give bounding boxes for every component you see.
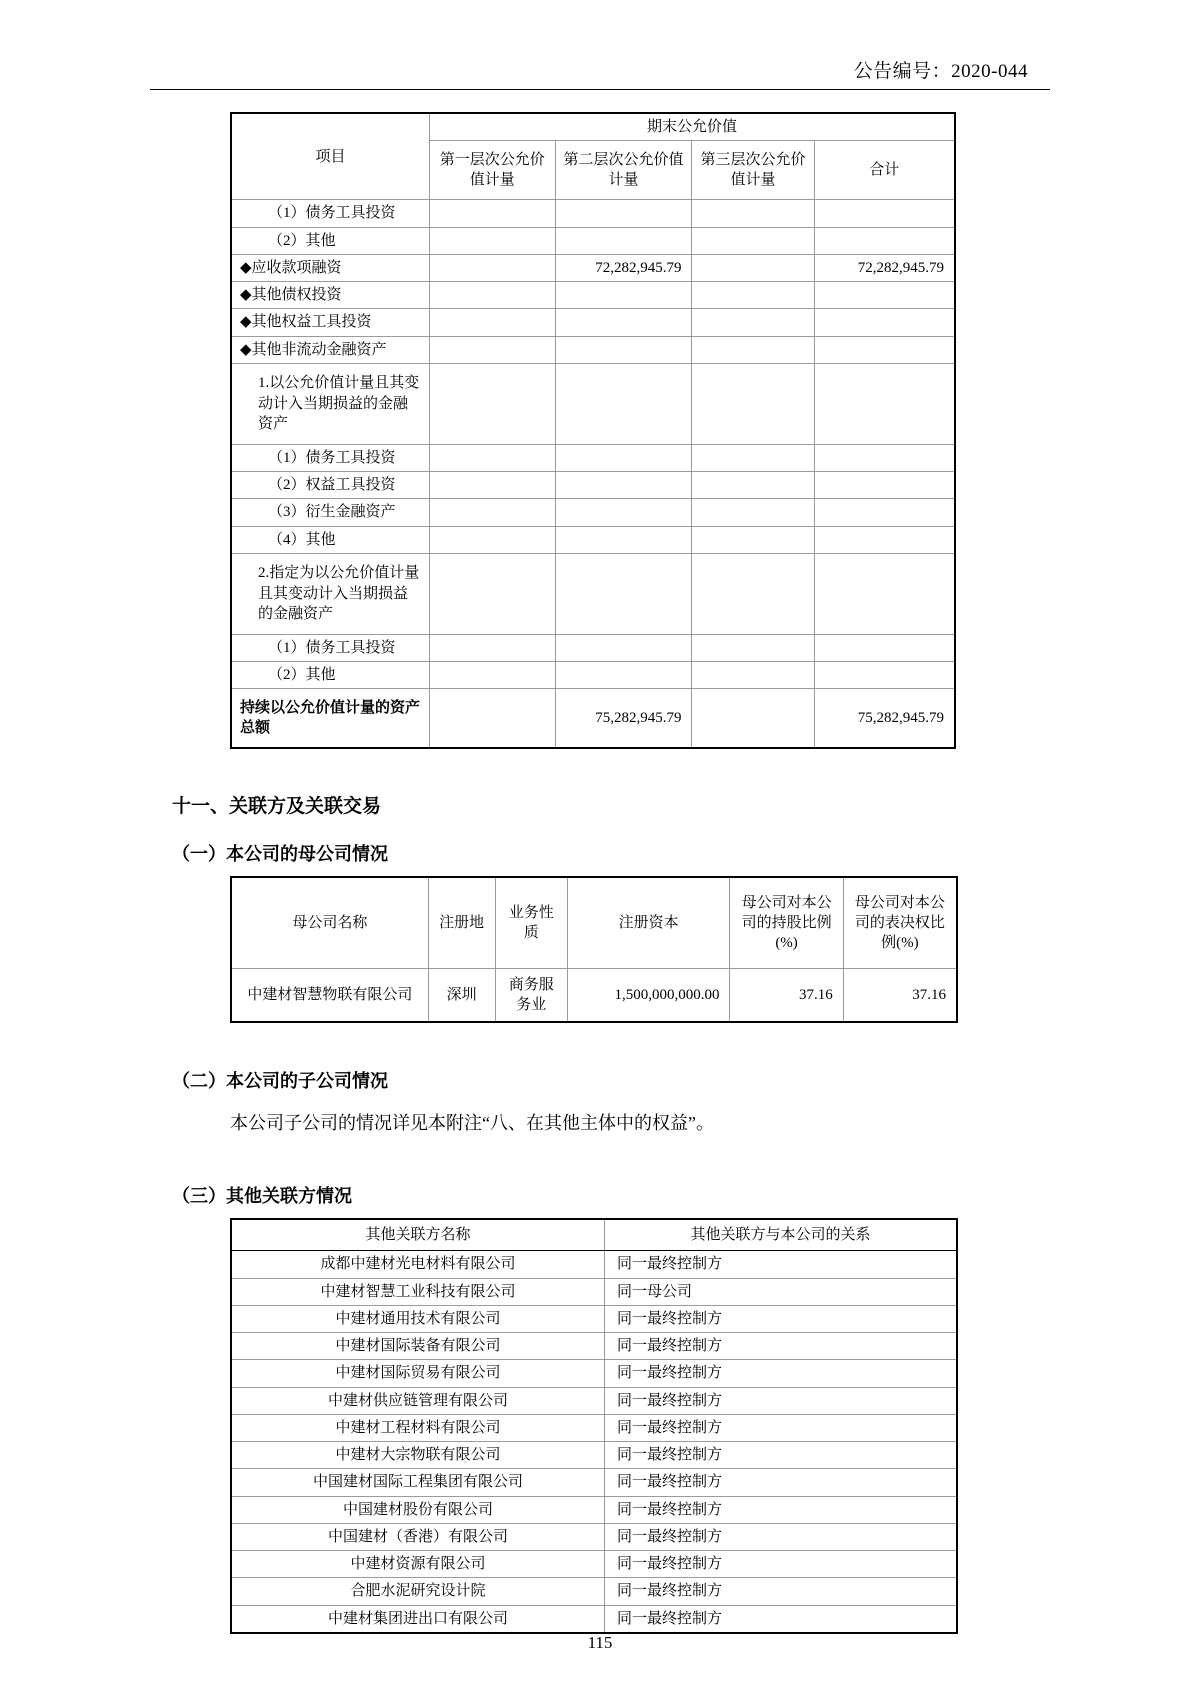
cell-level-1 — [429, 662, 555, 689]
cell-level-2: 75,282,945.79 — [555, 689, 692, 749]
cell-level-2 — [555, 227, 692, 254]
relationship-value: 同一母公司 — [605, 1278, 958, 1305]
col-share-ratio: 母公司对本公司的持股比例(%) — [730, 877, 843, 969]
table-row — [231, 1442, 957, 1469]
row-label: （1）债务工具投资 — [231, 444, 429, 471]
parent-company-table — [230, 876, 958, 1023]
relationship-value: 同一最终控制方 — [605, 1551, 958, 1578]
relationship-value: 同一最终控制方 — [605, 1578, 958, 1605]
col-vote-ratio: 母公司对本公司的表决权比例(%) — [843, 877, 957, 969]
table-row — [231, 444, 955, 471]
related-party-name: 成都中建材光电材料有限公司 — [231, 1251, 605, 1278]
subsection-title-subsidiary: （二）本公司的子公司情况 — [172, 1071, 388, 1092]
relationship-value: 同一最终控制方 — [605, 1523, 958, 1550]
cell-level-2 — [555, 472, 692, 499]
cell-level-1 — [429, 553, 555, 634]
col-relationship: 其他关联方与本公司的关系 — [605, 1219, 958, 1251]
related-party-name: 中国建材国际工程集团有限公司 — [231, 1469, 605, 1496]
row-label: 1.以公允价值计量且其变动计入当期损益的金融资产 — [231, 363, 429, 444]
cell-total — [814, 472, 955, 499]
cell-level-3 — [692, 553, 814, 634]
table-row — [231, 1387, 957, 1414]
cell-level-2 — [555, 634, 692, 661]
cell-level-1 — [429, 254, 555, 281]
related-party-name: 中建材供应链管理有限公司 — [231, 1387, 605, 1414]
cell-level-3 — [692, 689, 814, 749]
cell-level-1 — [429, 363, 555, 444]
table-row — [231, 689, 955, 749]
cell-level-2 — [555, 444, 692, 471]
col-business-nature: 业务性质 — [495, 877, 567, 969]
table-header-row — [231, 877, 957, 969]
col-parent-name: 母公司名称 — [231, 877, 428, 969]
cell-level-2 — [555, 662, 692, 689]
notice-number: 公告编号：2020-044 — [853, 61, 1028, 82]
fair-value-table — [230, 112, 956, 749]
table-row — [231, 282, 955, 309]
cell-level-1 — [429, 336, 555, 363]
col-total: 合计 — [814, 141, 955, 200]
cell-total — [814, 662, 955, 689]
relationship-value: 同一最终控制方 — [605, 1605, 958, 1633]
cell-total: 72,282,945.79 — [814, 254, 955, 281]
relationship-value: 同一最终控制方 — [605, 1333, 958, 1360]
parent-name-value: 中建材智慧物联有限公司 — [231, 969, 428, 1023]
related-party-name: 中建材集团进出口有限公司 — [231, 1605, 605, 1633]
cell-total — [814, 553, 955, 634]
row-label: （2）其他 — [231, 662, 429, 689]
col-level-2: 第二层次公允价值计量 — [555, 141, 692, 200]
table-row — [231, 1551, 957, 1578]
page-number: 115 — [587, 1633, 613, 1652]
related-party-name: 中建材大宗物联有限公司 — [231, 1442, 605, 1469]
relationship-value: 同一最终控制方 — [605, 1469, 958, 1496]
relationship-value: 同一最终控制方 — [605, 1305, 958, 1332]
cell-total: 75,282,945.79 — [814, 689, 955, 749]
related-party-name: 中国建材股份有限公司 — [231, 1496, 605, 1523]
table-row — [231, 1523, 957, 1550]
table-row — [231, 499, 955, 526]
cell-total — [814, 634, 955, 661]
cell-level-3 — [692, 444, 814, 471]
table-row — [231, 1605, 957, 1633]
subsection-title-parent: （一）本公司的母公司情况 — [172, 844, 388, 865]
cell-total — [814, 444, 955, 471]
cell-level-3 — [692, 309, 814, 336]
table-row — [231, 200, 955, 227]
related-party-name: 中建材智慧工业科技有限公司 — [231, 1278, 605, 1305]
cell-total — [814, 499, 955, 526]
related-party-name: 合肥水泥研究设计院 — [231, 1578, 605, 1605]
subsection-title-other-related: （三）其他关联方情况 — [172, 1186, 352, 1207]
cell-level-2: 72,282,945.79 — [555, 254, 692, 281]
table-row — [231, 227, 955, 254]
business-nature-value: 商务服务业 — [495, 969, 567, 1023]
cell-level-1 — [429, 200, 555, 227]
col-related-party-name: 其他关联方名称 — [231, 1219, 605, 1251]
cell-level-3 — [692, 662, 814, 689]
cell-level-1 — [429, 309, 555, 336]
relationship-value: 同一最终控制方 — [605, 1387, 958, 1414]
col-period-end-fair-value: 期末公允价值 — [429, 113, 955, 141]
col-level-3: 第三层次公允价值计量 — [692, 141, 814, 200]
related-party-name: 中建材通用技术有限公司 — [231, 1305, 605, 1332]
table-row — [231, 1305, 957, 1332]
cell-level-3 — [692, 634, 814, 661]
cell-level-2 — [555, 363, 692, 444]
table-row — [231, 336, 955, 363]
cell-level-3 — [692, 282, 814, 309]
row-label: （4）其他 — [231, 526, 429, 553]
table-header-row — [231, 1219, 957, 1251]
share-ratio-value: 37.16 — [730, 969, 843, 1023]
cell-level-3 — [692, 472, 814, 499]
col-registration-place: 注册地 — [428, 877, 495, 969]
relationship-value: 同一最终控制方 — [605, 1496, 958, 1523]
relationship-value: 同一最终控制方 — [605, 1251, 958, 1278]
relationship-value: 同一最终控制方 — [605, 1442, 958, 1469]
cell-level-1 — [429, 526, 555, 553]
related-parties-table — [230, 1218, 958, 1634]
col-item: 项目 — [231, 113, 429, 200]
table-row — [231, 1496, 957, 1523]
table-row — [231, 1578, 957, 1605]
cell-level-3 — [692, 363, 814, 444]
related-party-name: 中建材国际装备有限公司 — [231, 1333, 605, 1360]
row-label: （3）衍生金融资产 — [231, 499, 429, 526]
cell-total — [814, 200, 955, 227]
row-label: （2）权益工具投资 — [231, 472, 429, 499]
table-row — [231, 553, 955, 634]
cell-level-3 — [692, 526, 814, 553]
related-party-name: 中建材工程材料有限公司 — [231, 1414, 605, 1441]
cell-total — [814, 526, 955, 553]
related-party-name: 中国建材（香港）有限公司 — [231, 1523, 605, 1550]
table-row — [231, 254, 955, 281]
row-label: ◆其他权益工具投资 — [231, 309, 429, 336]
table-row — [231, 1251, 957, 1278]
cell-total — [814, 227, 955, 254]
relationship-value: 同一最终控制方 — [605, 1414, 958, 1441]
row-label: ◆其他债权投资 — [231, 282, 429, 309]
table-row — [231, 526, 955, 553]
table-row — [231, 1414, 957, 1441]
cell-level-1 — [429, 444, 555, 471]
related-party-name: 中建材资源有限公司 — [231, 1551, 605, 1578]
row-label: ◆应收款项融资 — [231, 254, 429, 281]
cell-level-1 — [429, 689, 555, 749]
table-row — [231, 634, 955, 661]
row-label: 2.指定为以公允价值计量且其变动计入当期损益的金融资产 — [231, 553, 429, 634]
cell-level-3 — [692, 200, 814, 227]
section-title: 十一、关联方及关联交易 — [172, 796, 382, 818]
row-label: （2）其他 — [231, 227, 429, 254]
cell-total — [814, 363, 955, 444]
cell-level-1 — [429, 472, 555, 499]
related-party-name: 中建材国际贸易有限公司 — [231, 1360, 605, 1387]
subsidiary-note-text: 本公司子公司的情况详见本附注“八、在其他主体中的权益”。 — [230, 1113, 714, 1134]
cell-level-1 — [429, 282, 555, 309]
col-level-1: 第一层次公允价值计量 — [429, 141, 555, 200]
table-row — [231, 363, 955, 444]
vote-ratio-value: 37.16 — [843, 969, 957, 1023]
cell-level-1 — [429, 499, 555, 526]
cell-level-2 — [555, 526, 692, 553]
col-registered-capital: 注册资本 — [567, 877, 730, 969]
cell-level-2 — [555, 553, 692, 634]
cell-level-1 — [429, 227, 555, 254]
row-label: 持续以公允价值计量的资产总额 — [231, 689, 429, 749]
table-header-row — [231, 113, 955, 141]
table-row — [231, 662, 955, 689]
cell-total — [814, 336, 955, 363]
table-row — [231, 472, 955, 499]
cell-level-2 — [555, 336, 692, 363]
row-label: （1）债务工具投资 — [231, 634, 429, 661]
table-row — [231, 309, 955, 336]
cell-level-1 — [429, 634, 555, 661]
table-row — [231, 1278, 957, 1305]
cell-level-2 — [555, 499, 692, 526]
registration-place-value: 深圳 — [428, 969, 495, 1023]
relationship-value: 同一最终控制方 — [605, 1360, 958, 1387]
cell-level-2 — [555, 282, 692, 309]
header-divider — [150, 89, 1050, 90]
cell-level-3 — [692, 336, 814, 363]
table-row — [231, 1360, 957, 1387]
cell-level-2 — [555, 309, 692, 336]
table-row — [231, 1333, 957, 1360]
cell-level-3 — [692, 227, 814, 254]
registered-capital-value: 1,500,000,000.00 — [567, 969, 730, 1023]
cell-level-3 — [692, 499, 814, 526]
table-row — [231, 969, 957, 1023]
cell-total — [814, 309, 955, 336]
cell-level-3 — [692, 254, 814, 281]
table-row — [231, 1469, 957, 1496]
cell-total — [814, 282, 955, 309]
cell-level-2 — [555, 200, 692, 227]
row-label: ◆其他非流动金融资产 — [231, 336, 429, 363]
row-label: （1）债务工具投资 — [231, 200, 429, 227]
